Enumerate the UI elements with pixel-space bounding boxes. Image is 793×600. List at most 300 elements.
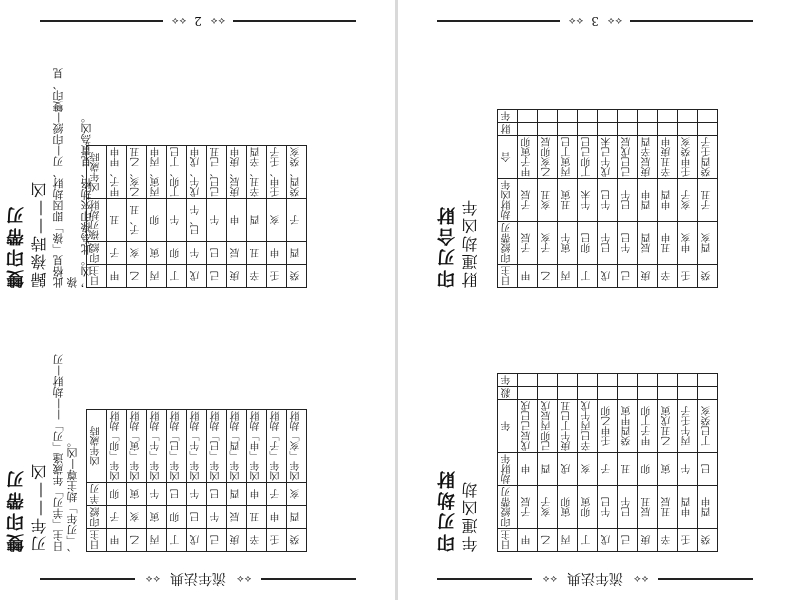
cell xyxy=(598,387,618,400)
cell: 戊午己未 xyxy=(598,136,618,179)
cell: 己 xyxy=(618,265,638,288)
cell: 丁 xyxy=(578,529,598,552)
page-number: 3 xyxy=(591,14,599,28)
cell: 子辰 xyxy=(518,222,538,265)
table-row xyxy=(578,374,598,552)
right-page-rotated-content xyxy=(397,0,793,600)
cell xyxy=(678,374,698,387)
cell: 戊 xyxy=(598,529,618,552)
cell xyxy=(698,374,718,387)
table-lower-right xyxy=(497,373,718,552)
table-row xyxy=(267,146,287,288)
cell: 申酉 xyxy=(658,179,678,222)
cell: 辛 xyxy=(247,529,267,552)
cell: 丙 xyxy=(147,529,167,552)
cell xyxy=(618,374,638,387)
cell: 巳 xyxy=(207,242,227,265)
cell: 凶年「巳」劫財 xyxy=(167,410,187,483)
table-row xyxy=(598,110,618,288)
ornament-icon: ⟡⟡ xyxy=(209,15,226,27)
cell xyxy=(618,123,638,136)
section-subtitle: 財運劫凶年 xyxy=(461,198,480,288)
cell: 申 xyxy=(267,506,287,529)
section-title: 印刃合財 xyxy=(437,204,458,288)
cell: 癸 xyxy=(287,265,307,288)
cell: 凶年「巳」劫財 xyxy=(207,410,227,483)
table-row xyxy=(698,110,718,288)
section-subtitle: 刃年——凶 xyxy=(30,462,49,552)
ornament-icon: ⟡⟡ xyxy=(236,573,252,585)
cell: 丑 xyxy=(247,506,267,529)
cell: 酉 xyxy=(247,199,267,242)
section-title: 印刃劫財 xyxy=(437,468,458,552)
table-row xyxy=(167,410,187,552)
cell: 癸酉甲寅 xyxy=(618,400,638,453)
header-cell: 日主 xyxy=(87,529,107,552)
cell: 丑 xyxy=(247,242,267,265)
cell: 巳、午 xyxy=(187,199,207,242)
cell xyxy=(538,374,558,387)
ornament-icon: ⟡⟡ xyxy=(144,573,160,585)
cell: 壬 xyxy=(267,529,287,552)
cell: 丁 xyxy=(167,529,187,552)
section-note: 日主「羊刃」年歲逢「刃」——劫財—刃 、「刃年」劫主尊—凶。 xyxy=(52,354,79,552)
cell: 凶年「申」劫財 xyxy=(247,410,267,483)
cell: 巳 xyxy=(207,483,227,506)
table-header-row xyxy=(87,410,107,552)
cell: 午 xyxy=(187,242,207,265)
cell: 丑 xyxy=(618,453,638,486)
cell: 亥 xyxy=(578,453,598,486)
cell xyxy=(678,123,698,136)
header-cell: 凶年歲時 xyxy=(87,146,107,199)
cell: 己巳、己丑 xyxy=(207,146,227,199)
cell: 子 xyxy=(598,453,618,486)
cell: 壬 xyxy=(267,265,287,288)
cell: 午巳 xyxy=(598,179,618,222)
cell: 甲 xyxy=(518,265,538,288)
cell: 酉申 xyxy=(638,179,658,222)
cell: 卯 xyxy=(147,199,167,242)
cell xyxy=(578,387,598,400)
cell: 凶年「子」劫財 xyxy=(267,410,287,483)
footer-rule xyxy=(658,578,753,580)
cell: 庚辰辛酉 xyxy=(638,136,658,179)
cell: 寅 xyxy=(658,453,678,486)
cell: 亥丑 xyxy=(538,179,558,222)
table-row xyxy=(518,110,538,288)
cell: 丙寅、丙申 xyxy=(147,146,167,199)
cell xyxy=(538,123,558,136)
header-cell: 凶年歲時 xyxy=(87,410,107,483)
header-rule xyxy=(630,20,753,22)
table-row xyxy=(127,410,147,552)
cell: 壬申乙卯 xyxy=(598,400,618,453)
table-row xyxy=(267,410,287,552)
cell: 子亥 xyxy=(538,222,558,265)
cell xyxy=(518,387,538,400)
cell: 辛巳丙午戊 xyxy=(578,400,598,453)
footer-rule xyxy=(437,578,532,580)
cell xyxy=(558,123,578,136)
cell xyxy=(638,110,658,123)
cell xyxy=(658,123,678,136)
cell: 凶年「午」劫財 xyxy=(187,410,207,483)
header-cell: 印綬帶刃 xyxy=(498,222,518,265)
cell: 寅午 xyxy=(558,222,578,265)
table-row xyxy=(287,146,307,288)
cell: 子辰 xyxy=(518,179,538,222)
table-header-row xyxy=(498,110,518,288)
cell xyxy=(518,374,538,387)
cell: 午巳 xyxy=(598,486,618,529)
header-cell: 年 xyxy=(498,400,518,453)
cell: 寅 xyxy=(127,483,147,506)
cell xyxy=(578,374,598,387)
cell xyxy=(558,387,578,400)
table-lower-left xyxy=(86,409,307,552)
table-upper-left xyxy=(86,145,307,288)
cell: 癸 xyxy=(698,529,718,552)
cell: 癸酉壬子 xyxy=(698,136,718,179)
cell xyxy=(638,374,658,387)
header-cell: 合 xyxy=(498,136,518,179)
cell: 戊午、戊申 xyxy=(187,146,207,199)
table-row xyxy=(107,146,127,288)
table-row xyxy=(167,146,187,288)
cell: 亥 xyxy=(127,242,147,265)
cell: 戊 xyxy=(187,265,207,288)
footer-rule xyxy=(40,578,135,580)
cell: 庚辰、庚申 xyxy=(227,146,247,199)
cell: 巳 xyxy=(187,506,207,529)
cell xyxy=(598,123,618,136)
cell: 子 xyxy=(267,483,287,506)
cell: 辛 xyxy=(247,265,267,288)
cell: 子丑 xyxy=(698,179,718,222)
table-row xyxy=(147,410,167,552)
running-footer-text: 流年法典 xyxy=(567,570,623,586)
cell: 酉 xyxy=(227,483,247,506)
cell xyxy=(658,110,678,123)
table-row xyxy=(598,374,618,552)
cell xyxy=(518,123,538,136)
cell: 甲子、甲申 xyxy=(107,146,127,199)
cell: 乙 xyxy=(538,529,558,552)
header-cell: 殺 xyxy=(498,387,518,400)
cell: 甲子寅卯 xyxy=(518,136,538,179)
cell: 巳午 xyxy=(618,486,638,529)
header-cell: 日主 xyxy=(498,529,518,552)
cell: 戊 xyxy=(598,265,618,288)
cell: 丙寅丁巳 xyxy=(558,136,578,179)
cell xyxy=(678,387,698,400)
table-row xyxy=(227,410,247,552)
table-upper-right xyxy=(497,109,718,288)
cell: 子辰 xyxy=(518,486,538,529)
cell: 丙 xyxy=(558,529,578,552)
cell: 卯 xyxy=(167,242,187,265)
cell: 甲 xyxy=(518,529,538,552)
cell: 巳 xyxy=(167,483,187,506)
cell xyxy=(538,387,558,400)
cell xyxy=(638,123,658,136)
page-number: 2 xyxy=(194,14,202,28)
cell: 丁卯、丁巳 xyxy=(167,146,187,199)
cell: 凶年「寅」劫財 xyxy=(127,410,147,483)
cell: 辰酉 xyxy=(638,222,658,265)
table-row xyxy=(207,410,227,552)
table-header-row xyxy=(498,374,518,552)
cell: 子 xyxy=(287,199,307,242)
cell xyxy=(598,374,618,387)
cell: 酉 xyxy=(287,242,307,265)
cell: 午 xyxy=(187,483,207,506)
cell: 丑申 xyxy=(658,222,678,265)
right-page xyxy=(397,0,793,600)
left-page-rotated-content xyxy=(0,0,396,600)
cell xyxy=(618,110,638,123)
header-cell: 印綬 xyxy=(87,506,107,529)
cell: 戌 xyxy=(558,453,578,486)
cell: 子、丑 xyxy=(127,199,147,242)
cell: 丑 xyxy=(107,199,127,242)
cell: 壬 xyxy=(678,529,698,552)
cell: 乙亥卯辰 xyxy=(538,136,558,179)
ornament-icon: ⟡⟡ xyxy=(541,573,557,585)
right-page-footer-line xyxy=(437,566,753,592)
table-header-row xyxy=(87,146,107,288)
cell: 申酉 xyxy=(678,486,698,529)
header-cell: 財 xyxy=(498,123,518,136)
cell: 凶年「酉」劫財 xyxy=(227,410,247,483)
header-cell: 年 xyxy=(498,110,518,123)
table-row xyxy=(227,146,247,288)
cell xyxy=(658,387,678,400)
cell: 戊 xyxy=(187,529,207,552)
cell: 己 xyxy=(618,529,638,552)
ornament-icon: ⟡⟡ xyxy=(170,15,187,27)
table-row xyxy=(187,410,207,552)
table-row xyxy=(187,146,207,288)
left-page xyxy=(0,0,396,600)
table-row xyxy=(558,110,578,288)
table-row xyxy=(518,374,538,552)
cell: 壬申癸亥 xyxy=(678,136,698,179)
cell: 丑寅 xyxy=(558,179,578,222)
table-row xyxy=(287,410,307,552)
header-cell: 年 xyxy=(498,374,518,387)
table-row xyxy=(698,374,718,552)
cell: 乙 xyxy=(127,529,147,552)
cell: 己巳戊辰 xyxy=(618,136,638,179)
cell: 己 xyxy=(207,529,227,552)
table-row xyxy=(107,410,127,552)
cell: 子 xyxy=(107,506,127,529)
cell: 卯寅 xyxy=(578,486,598,529)
cell: 癸 xyxy=(287,529,307,552)
header-cell: 日主 xyxy=(87,265,107,288)
header-cell: 印綬帶刃 xyxy=(498,486,518,529)
table-row xyxy=(618,110,638,288)
cell xyxy=(678,110,698,123)
cell: 丁 xyxy=(167,265,187,288)
cell: 酉申 xyxy=(698,486,718,529)
cell xyxy=(598,110,618,123)
cell: 午 xyxy=(207,199,227,242)
cell: 申亥 xyxy=(678,222,698,265)
cell: 辛 xyxy=(658,529,678,552)
cell: 卯 xyxy=(107,483,127,506)
running-footer-text: 流年法典 xyxy=(170,570,226,586)
cell: 丑辰 xyxy=(658,486,678,529)
cell: 丁卯己巳 xyxy=(578,136,598,179)
cell: 壬申、壬子 xyxy=(267,146,287,199)
left-page-footer-line xyxy=(40,566,356,592)
cell: 亥子 xyxy=(538,486,558,529)
header-rule xyxy=(437,20,560,22)
cell: 辛 xyxy=(658,265,678,288)
cell: 亥 xyxy=(267,199,287,242)
header-cell: 祿刃劫財 xyxy=(87,199,107,242)
section-title: 雙印帶刃 xyxy=(6,468,27,552)
cell: 甲 xyxy=(107,529,127,552)
cell xyxy=(698,123,718,136)
table-row xyxy=(247,146,267,288)
cell: 子 xyxy=(107,242,127,265)
table-row xyxy=(538,110,558,288)
cell: 庚午丁巳丑 xyxy=(558,400,578,453)
cell: 甲子丁卯 xyxy=(638,400,658,453)
cell: 凶年「卯」劫財 xyxy=(107,410,127,483)
cell: 寅 xyxy=(147,242,167,265)
cell: 寅 xyxy=(147,506,167,529)
table-row xyxy=(147,146,167,288)
cell xyxy=(658,374,678,387)
table-row xyxy=(638,110,658,288)
cell: 卯 xyxy=(167,506,187,529)
cell: 申 xyxy=(267,242,287,265)
cell: 午 xyxy=(167,199,187,242)
cell xyxy=(618,387,638,400)
cell: 申 xyxy=(227,199,247,242)
cell: 己卯丙辰戊 xyxy=(538,400,558,453)
table-row xyxy=(618,374,638,552)
header-cell: 劫財年 xyxy=(498,453,518,486)
cell: 亥 xyxy=(127,506,147,529)
cell: 乙 xyxy=(127,265,147,288)
right-page-header-line xyxy=(437,8,753,34)
ornament-icon: ⟡⟡ xyxy=(567,15,584,27)
table-row xyxy=(127,146,147,288)
table-row xyxy=(207,146,227,288)
cell: 午 xyxy=(207,506,227,529)
table-row xyxy=(658,374,678,552)
cell: 壬 xyxy=(678,265,698,288)
cell: 癸酉、癸亥 xyxy=(287,146,307,199)
header-cell: 劫財凶年 xyxy=(498,179,518,222)
cell: 丙午壬子 xyxy=(678,400,698,453)
cell: 午巳 xyxy=(618,222,638,265)
cell: 寅卯 xyxy=(558,486,578,529)
table-row xyxy=(558,374,578,552)
cell xyxy=(578,123,598,136)
cell xyxy=(558,110,578,123)
table-row xyxy=(658,110,678,288)
cell: 辰 xyxy=(227,242,247,265)
cell xyxy=(518,110,538,123)
table-row xyxy=(538,374,558,552)
section-title: 雙印帶刃 xyxy=(6,204,27,288)
cell: 卯 xyxy=(638,453,658,486)
cell: 戊辰己巳戌 xyxy=(518,400,538,453)
table-row xyxy=(678,110,698,288)
section-note: 此格見「祿」即因劫財、刃—印綬—雙印、見祿 ，凶。此為祿印夾劫格、見貴為凶。 xyxy=(52,68,93,288)
ornament-icon: ⟡⟡ xyxy=(633,573,649,585)
cell: 亥子 xyxy=(678,179,698,222)
cell: 凶年「亥」劫財 xyxy=(287,410,307,483)
cell: 申 xyxy=(518,453,538,486)
cell xyxy=(578,110,598,123)
cell: 丁巳癸亥 xyxy=(698,400,718,453)
cell: 庚 xyxy=(227,529,247,552)
cell: 辰 xyxy=(227,506,247,529)
cell xyxy=(638,387,658,400)
cell: 甲 xyxy=(107,265,127,288)
cell: 亥 xyxy=(287,483,307,506)
cell: 巳午 xyxy=(598,222,618,265)
table-row xyxy=(678,374,698,552)
cell: 乙 xyxy=(538,265,558,288)
section-subtitle: 歸祿時——凶 xyxy=(30,180,49,288)
header-cell: 羊刃 xyxy=(87,483,107,506)
cell: 巳 xyxy=(698,453,718,486)
cell: 午 xyxy=(678,453,698,486)
cell: 乙亥、乙丑 xyxy=(127,146,147,199)
ornament-icon: ⟡⟡ xyxy=(606,15,623,27)
cell: 己 xyxy=(207,265,227,288)
cell: 庚 xyxy=(227,265,247,288)
header-rule xyxy=(40,20,163,22)
cell: 丙 xyxy=(558,265,578,288)
table-row xyxy=(638,374,658,552)
table-row xyxy=(247,410,267,552)
cell: 庚 xyxy=(638,529,658,552)
header-cell: 印綬 xyxy=(87,242,107,265)
cell: 酉 xyxy=(287,506,307,529)
header-cell: 日主 xyxy=(498,265,518,288)
cell: 癸 xyxy=(698,265,718,288)
cell xyxy=(698,110,718,123)
cell: 辛丑、辛酉 xyxy=(247,146,267,199)
cell xyxy=(698,387,718,400)
cell: 乙丑戊寅 xyxy=(658,400,678,453)
header-rule xyxy=(233,20,356,22)
cell: 辰丑 xyxy=(638,486,658,529)
cell xyxy=(558,374,578,387)
cell: 庚 xyxy=(638,265,658,288)
left-page-header-line xyxy=(40,8,356,34)
cell: 卯巳 xyxy=(578,222,598,265)
table-row xyxy=(578,110,598,288)
section-subtitle: 年運凶劫 xyxy=(461,480,480,552)
cell: 辛丑庚申 xyxy=(658,136,678,179)
cell: 丁 xyxy=(578,265,598,288)
cell: 丙 xyxy=(147,265,167,288)
footer-rule xyxy=(261,578,356,580)
cell xyxy=(538,110,558,123)
cell: 申 xyxy=(247,483,267,506)
